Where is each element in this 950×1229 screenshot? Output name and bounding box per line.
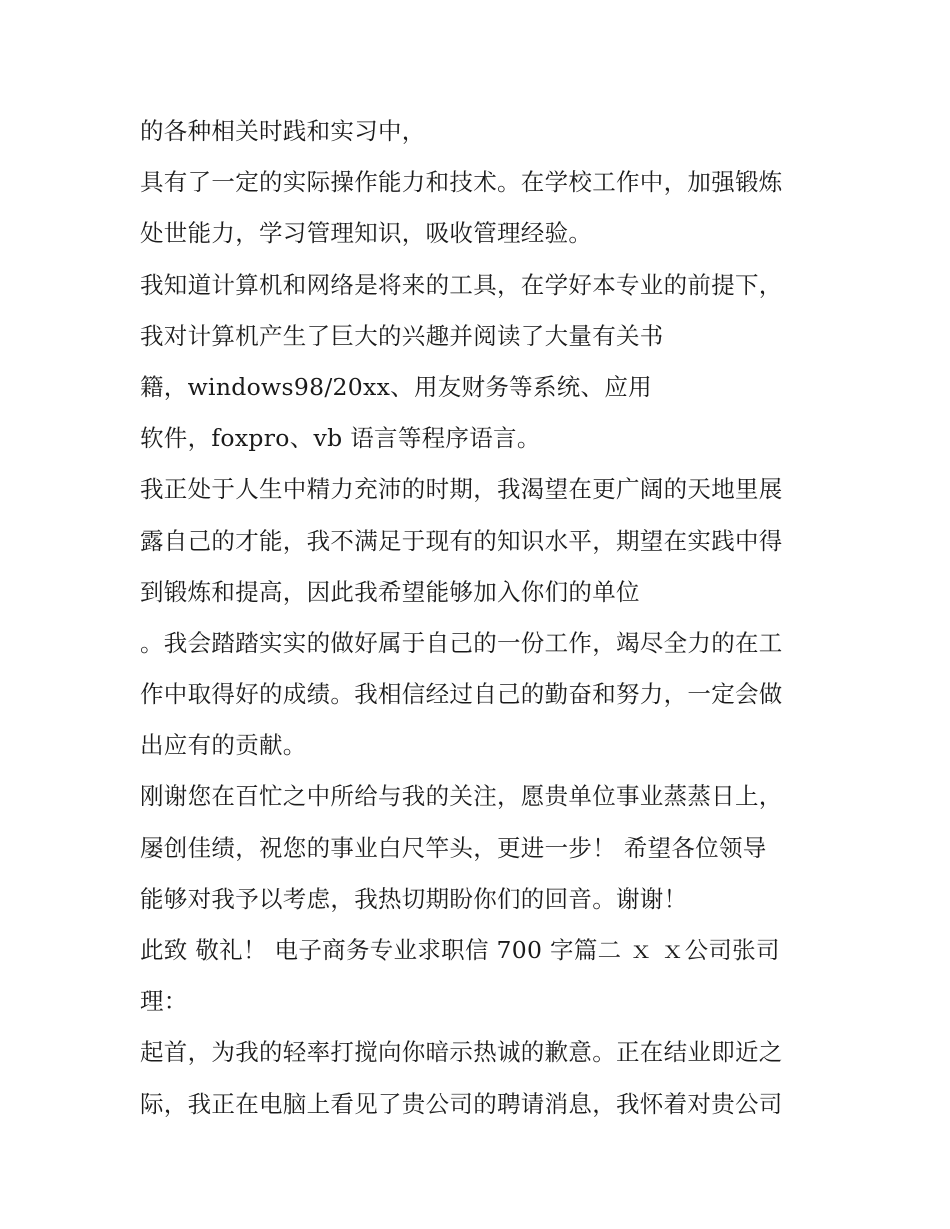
text-line: 的各种相关时践和实习中， [140, 117, 426, 145]
text-line: 刚谢您在百忙之中所给与我的关注，愿贵单位事业蒸蒸日上， [140, 782, 783, 811]
text-line: 理： [140, 987, 188, 1016]
text-line: 我正处于人生中精力充沛的时期，我渴望在更广阔的天地里展 [140, 475, 783, 504]
text-line: 。我会踏踏实实的做好属于自己的一份工作，竭尽全力的在工 [140, 628, 783, 657]
text-line: 到锻炼和提高，因此我希望能够加入你们的单位 [140, 577, 640, 606]
text-line: 软件，foxpro、vb 语言等程序语言。 [140, 424, 541, 453]
text-line: 此致 敬礼！ 电子商务专业求职信 700 字篇二 ｘ ｘ公司张司 [140, 936, 780, 964]
text-line: 起首，为我的轻率打搅向你暗示热诚的歉意。正在结业即近之 [140, 1038, 783, 1067]
text-line: 际，我正在电脑上看见了贵公司的聘请消息，我怀着对贵公司 [140, 1089, 783, 1118]
text-line: 我对计算机产生了巨大的兴趣并阅读了大量有关书 [140, 321, 664, 350]
text-line: 出应有的贡献。 [140, 731, 307, 760]
text-line: 处世能力，学习管理知识，吸收管理经验。 [140, 219, 593, 248]
letter-body [140, 106, 820, 1130]
text-line: 露自己的才能，我不满足于现有的知识水平，期望在实践中得 [140, 526, 783, 555]
text-line: 籍，windows98/20xx、用友财务等系统、应用 [140, 372, 652, 401]
text-line: 我知道计算机和网络是将来的工具，在学好本专业的前提下， [140, 270, 783, 299]
text-line: 能够对我予以考虑，我热切期盼你们的回音。谢谢！ [140, 884, 688, 913]
text-line: 屡创佳绩，祝您的事业白尺竿头，更进一步！ 希望各位领导 [140, 833, 767, 862]
text-line: 作中取得好的成绩。我相信经过自己的勤奋和努力，一定会做 [140, 680, 783, 709]
text-line: 具有了一定的实际操作能力和技术。在学校工作中，加强锻炼 [140, 168, 783, 197]
